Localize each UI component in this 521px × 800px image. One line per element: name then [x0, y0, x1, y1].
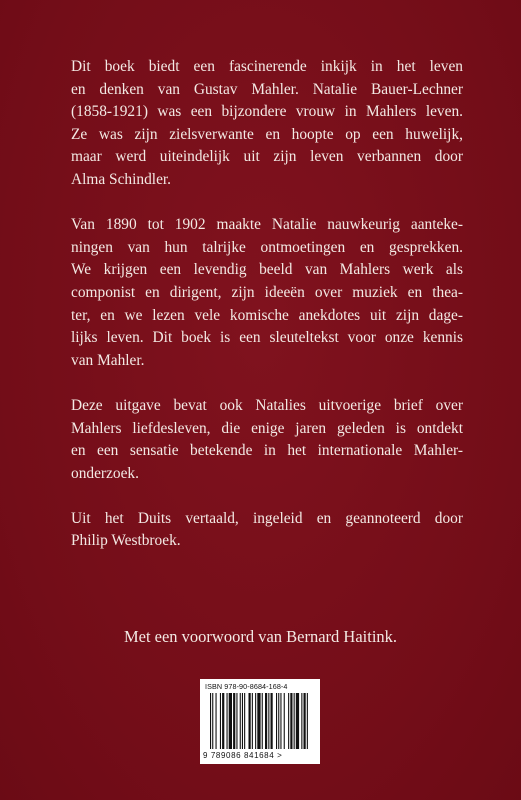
text-line: lijks leven. Dit boek is een sleuteltekst voor onze kennis [71, 329, 463, 347]
paragraph-4 [71, 508, 463, 553]
text-line: Uit het Duits vertaald, ingeleid en geannoteerd door [71, 509, 463, 527]
isbn-label: ISBN 978-90-8684-168-4 [205, 682, 288, 691]
text-line: Deze uitgave bevat ook Natalies uitvoerige brief over [71, 396, 463, 414]
text-line: Ze was zijn zielsverwante en hoopte op een huwelijk, [71, 125, 463, 143]
text-line: We krijgen een levendig beeld van Mahlers werk als [71, 261, 463, 279]
text-line: van Mahler. [71, 351, 145, 369]
text-line: ningen van hun talrijke ontmoetingen en gesprekken. [71, 238, 463, 256]
paragraph-2 [71, 214, 463, 372]
blurb-text [71, 56, 463, 576]
text-line: (1858-1921) was een bijzondere vrouw in Mahlers leven. [71, 103, 463, 121]
text-line: Van 1890 tot 1902 maakte Natalie nauwkeurig aanteke- [71, 216, 463, 234]
paragraph-3 [71, 395, 463, 485]
text-line: Philip Westbroek. [71, 532, 181, 550]
text-line: componist en dirigent, zijn ideeën over muziek en thea- [71, 283, 463, 301]
text-line: en een sensatie betekende in het internationale Mahler- [71, 442, 463, 460]
text-line: onderzoek. [71, 464, 139, 482]
text-line: Mahlers liefdesleven, die enige jaren geleden is ontdekt [71, 419, 463, 437]
isbn-barcode [200, 679, 320, 764]
text-line: Alma Schindler. [71, 170, 172, 188]
foreword-credit: Met een voorwoord van Bernard Haitink. [123, 627, 398, 646]
text-line: maar werd uiteindelijk uit zijn leven verbannen door [71, 148, 463, 166]
barcode-digits: 9 789086 841684 > [203, 751, 283, 760]
text-line: Dit boek biedt een fascinerende inkijk in het leven [71, 58, 463, 75]
text-line: ter, en we lezen vele komische anekdotes uit zijn dage- [71, 306, 463, 324]
barcode-bars [208, 693, 312, 751]
text-line: en denken van Gustav Mahler. Natalie Bauer-Lechner [71, 80, 463, 98]
paragraph-1 [71, 56, 463, 192]
